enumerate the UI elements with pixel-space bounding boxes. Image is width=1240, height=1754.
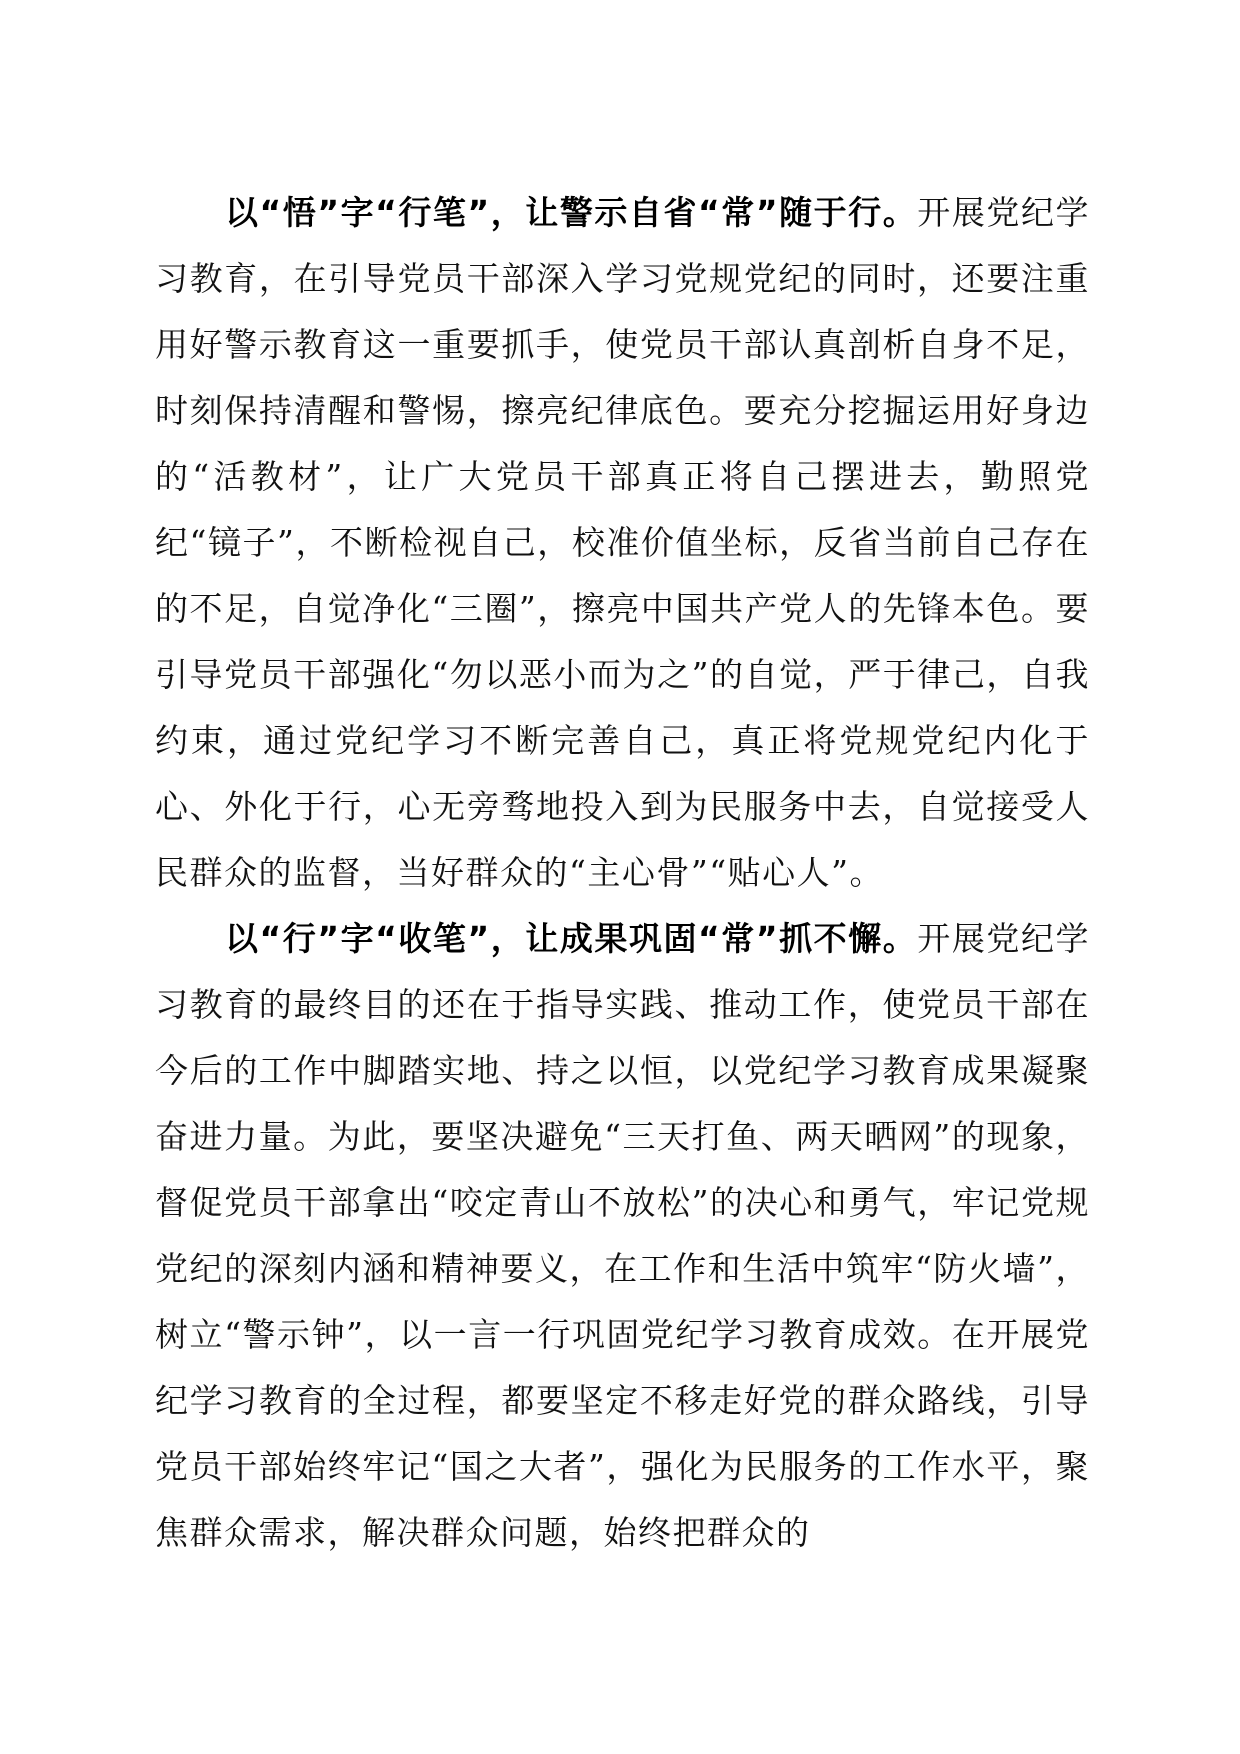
paragraph-2-body: 开展党纪学习教育的最终目的还在于指导实践、推动工作，使党员干部在今后的工作中脚踏实地、持之以恒，以党纪学习教育成果凝聚奋进力量。为此，要坚决避免“三天打鱼、两天晒网”的现象，督促党员干部拿出“咬定青山不放松”的决心和勇气，牢记党规党纪的深刻内涵和精神要义，在工作和生活中筑牢“防火墙”，树立“警示钟”，以一言一行巩固党纪学习教育成效。在开展党纪学习教育的全过程，都要坚定不移走好党的群众路线，引导党员干部始终牢记“国之大者”，强化为民服务的工作水平，聚焦群众需求，解决群众问题，始终把群众的	[155, 919, 1090, 1552]
document-body	[155, 180, 1090, 1566]
paragraph-1-body: 开展党纪学习教育，在引导党员干部深入学习党规党纪的同时，还要注重用好警示教育这一重要抓手，使党员干部认真剖析自身不足，时刻保持清醒和警惕，擦亮纪律底色。要充分挖掘运用好身边的“活教材”，让广大党员干部真正将自己摆进去，勤照党纪“镜子”，不断检视自己，校准价值坐标，反省当前自己存在的不足，自觉净化“三圈”，擦亮中国共产党人的先锋本色。要引导党员干部强化“勿以恶小而为之”的自觉，严于律己，自我约束，通过党纪学习不断完善自己，真正将党规党纪内化于心、外化于行，心无旁骛地投入到为民服务中去，自觉接受人民群众的监督，当好群众的“主心骨”“贴心人”。	[155, 193, 1090, 892]
paragraph-1-lead: 以“悟”字“行笔”，让警示自省“常”随于行。	[225, 193, 918, 232]
paragraph-1	[155, 180, 1090, 906]
paragraph-2-lead: 以“行”字“收笔”，让成果巩固“常”抓不懈。	[225, 919, 918, 958]
paragraph-2	[155, 906, 1090, 1566]
